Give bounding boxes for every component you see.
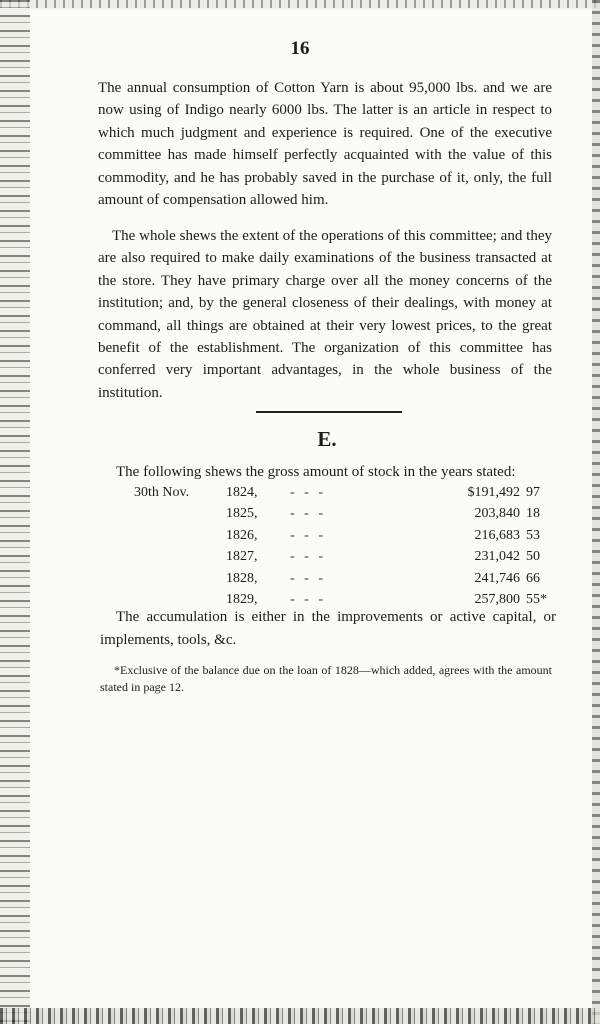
- scan-edge-bottom: [0, 1008, 600, 1024]
- stock-year: 1825,: [226, 506, 258, 522]
- stock-table: [134, 482, 576, 610]
- stock-cents: 55*: [526, 592, 547, 608]
- page-number: 16: [290, 38, 310, 59]
- dash-leader: - - -: [290, 570, 326, 586]
- stock-date: [134, 546, 226, 567]
- dash-leader: - - -: [290, 485, 326, 500]
- paragraph-cotton-indigo: The annual consumption of Cotton Yarn is about 95,000 lbs. and we are now using of Indigo nearly 6000 lbs. The latter is an article in respect to which much judgment and experience is required. One of the executive committee has made himself perfectly acquainted with the value of this commodity, and he has probably saved in the purchase of it, only, the full amount of compensation allowed him.: [98, 80, 552, 209]
- stock-dollars: 241,746: [474, 570, 520, 586]
- stock-year: 1826,: [226, 527, 258, 543]
- paragraph-committee-operations: The whole shews the extent of the operations of this committee; and they are also required to make daily examinations of the business transacted at the store. They have primary charge over all the money concerns of the institution; and, by the general closeness of their dealings, with money at command, all things are obtained at their very lowest prices, to the great benefit of the establishment. The organization of this committee has conferred very important advantages, in the whole business of the institution.: [98, 228, 552, 401]
- stock-dollars: $191,492: [467, 485, 520, 500]
- scan-edge-right: [592, 0, 600, 1024]
- stock-year: 1828,: [226, 570, 258, 586]
- stock-date: [134, 568, 226, 589]
- section-divider: [256, 411, 402, 413]
- stock-intro: The following shews the gross amount of stock in the years stated:: [116, 464, 516, 480]
- stock-year: 1824,: [226, 485, 258, 500]
- stock-dollars: 203,840: [474, 506, 520, 522]
- stock-year: 1827,: [226, 549, 258, 565]
- section-heading: E.: [317, 427, 337, 451]
- stock-cents: 18: [526, 506, 540, 522]
- scan-edge-left: [0, 0, 30, 1024]
- stock-cents: 66: [526, 570, 540, 586]
- stock-date: 30th Nov.: [134, 485, 190, 500]
- stock-cents: 97: [526, 485, 540, 500]
- stock-date: [134, 525, 226, 546]
- table-row: [134, 503, 576, 524]
- dash-leader: - - -: [290, 592, 326, 608]
- dash-leader: - - -: [290, 527, 326, 543]
- stock-date: [134, 503, 226, 524]
- stock-year: 1829,: [226, 592, 258, 608]
- stock-dollars: 231,042: [474, 549, 520, 565]
- footnote: *Exclusive of the balance due on the loan of 1828—which added, agrees with the amount stated in page 12.: [100, 663, 552, 694]
- stock-cents: 53: [526, 527, 540, 543]
- scan-edge-top: [0, 0, 600, 8]
- table-row: [134, 525, 576, 546]
- dash-leader: - - -: [290, 506, 326, 522]
- stock-dollars: 257,800: [474, 592, 520, 608]
- table-row: [134, 482, 576, 503]
- stock-dollars: 216,683: [474, 527, 520, 543]
- table-row: [134, 546, 576, 567]
- stock-cents: 50: [526, 549, 540, 565]
- closing-paragraph: The accumulation is either in the improvements or active capital, or implements, tools, &c.: [100, 609, 556, 648]
- dash-leader: - - -: [290, 549, 326, 565]
- table-row: [134, 568, 576, 589]
